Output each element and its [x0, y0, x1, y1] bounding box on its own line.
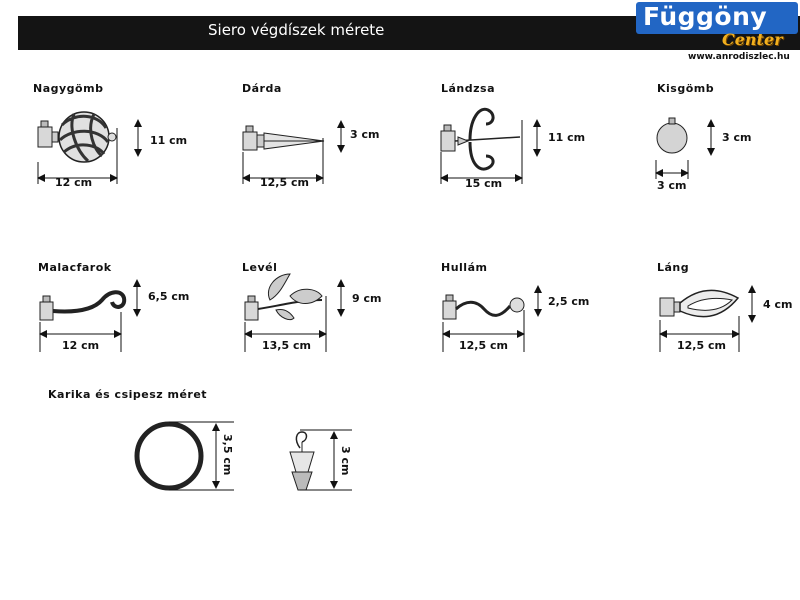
item-width-landzsa: 15 cm	[465, 177, 503, 190]
ring-height: 3,5 cm	[221, 434, 234, 476]
item-height-nagygomb: 11 cm	[150, 134, 188, 147]
item-width-darda: 12,5 cm	[260, 176, 309, 189]
malacfarok-drawing	[40, 292, 124, 320]
landzsa-drawing	[441, 109, 520, 169]
page-title: Siero végdíszek mérete	[208, 21, 385, 39]
clip-height: 3 cm	[339, 446, 352, 476]
item-label-landzsa: Lándzsa	[441, 82, 496, 95]
item-height-malacfarok: 6,5 cm	[148, 290, 190, 303]
item-width-nagygomb: 12 cm	[55, 176, 93, 189]
hullam-drawing	[443, 295, 524, 319]
website-url: www.anrodiszlec.hu	[688, 52, 790, 62]
item-width-lang: 12,5 cm	[677, 339, 726, 352]
lang-drawing	[660, 290, 738, 316]
item-label-kisgomb: Kisgömb	[657, 82, 715, 95]
item-height-hullam: 2,5 cm	[548, 295, 590, 308]
item-height-level: 9 cm	[352, 292, 382, 305]
item-width-malacfarok: 12 cm	[62, 339, 100, 352]
clip-drawing	[290, 432, 314, 490]
item-height-darda: 3 cm	[350, 128, 380, 141]
item-label-level: Levél	[242, 261, 278, 274]
level-drawing	[245, 274, 322, 320]
item-height-kisgomb: 3 cm	[722, 131, 752, 144]
item-width-level: 13,5 cm	[262, 339, 311, 352]
item-label-lang: Láng	[657, 261, 690, 274]
accessories-title: Karika és csipesz méret	[48, 388, 208, 401]
item-label-nagygomb: Nagygömb	[33, 82, 104, 95]
item-label-hullam: Hullám	[441, 261, 488, 274]
item-height-lang: 4 cm	[763, 298, 793, 311]
item-label-darda: Dárda	[242, 82, 282, 95]
item-width-hullam: 12,5 cm	[459, 339, 508, 352]
darda-drawing	[243, 126, 324, 150]
ring-drawing	[137, 424, 201, 488]
nagygomb-drawing	[38, 112, 116, 162]
item-width-kisgomb: 3 cm	[657, 179, 687, 192]
logo-main-text: Függöny	[643, 2, 768, 31]
logo-sub-text: Center	[722, 30, 783, 49]
item-label-malacfarok: Malacfarok	[38, 261, 112, 274]
item-height-landzsa: 11 cm	[548, 131, 586, 144]
kisgomb-drawing	[657, 118, 687, 153]
